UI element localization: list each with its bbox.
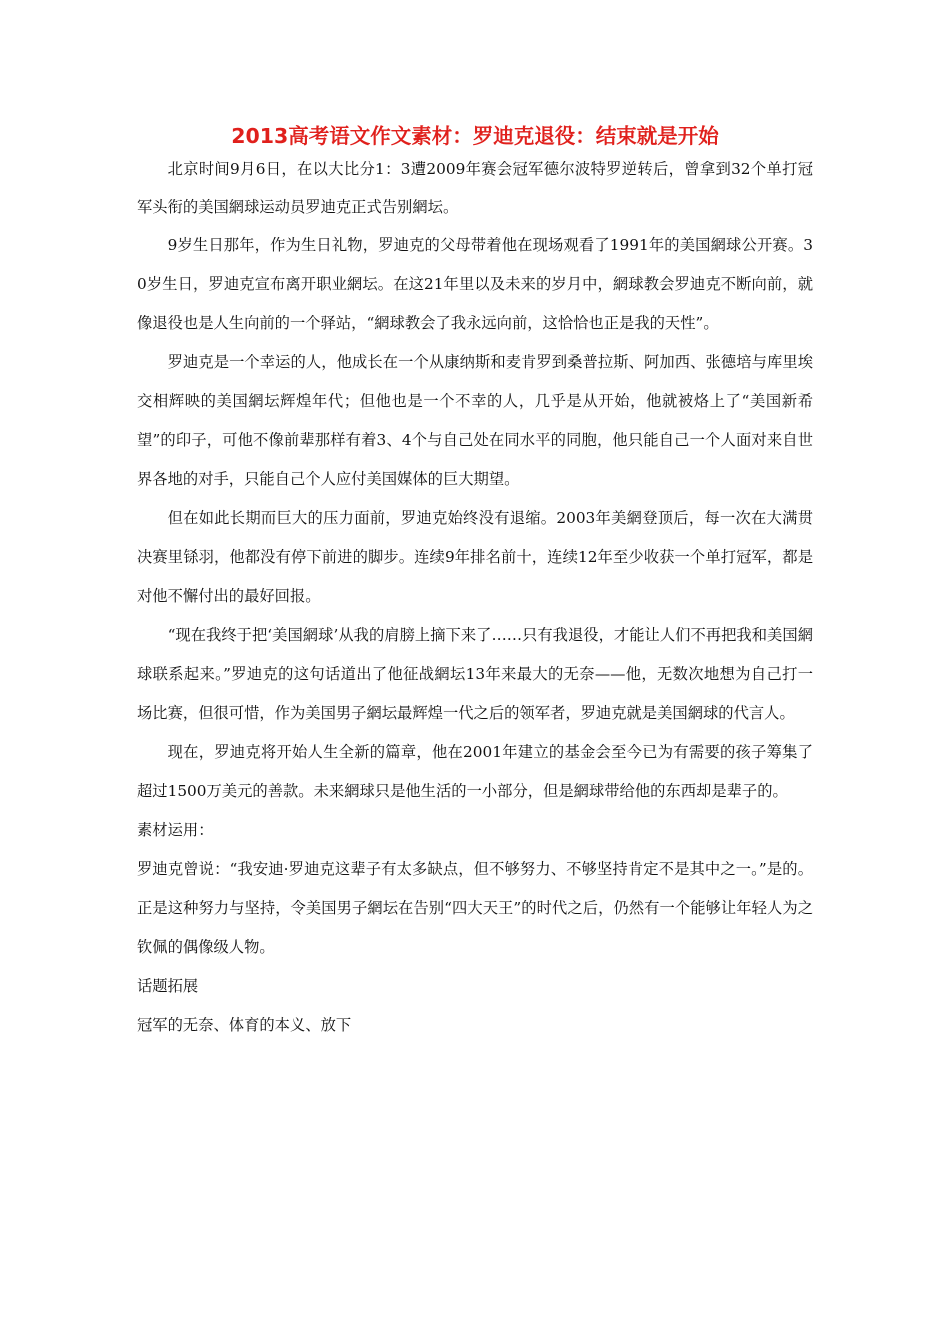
topic-text: 冠军的无奈、体育的本义、放下 xyxy=(137,1016,352,1034)
paragraph-6: 现在，罗迪克将开始人生全新的篇章，他在2001年建立的基金会至今已为有需要的孩子筹集了超过1500万美元的善款。未来網球只是他生活的一小部分，但是網球带给他的东西却是辈子的。 xyxy=(137,743,813,800)
document-title: 2013高考语文作文素材：罗迪克退役：结束就是开始 xyxy=(231,124,719,148)
paragraph-4: 但在如此长期而巨大的压力面前，罗迪克始终没有退缩。2003年美網登顶后，每一次在大满贯决赛里铩羽，他都没有停下前进的脚步。连续9年排名前十，连续12年至少收获一个单打冠军，都是对他不懈付出的最好回报。 xyxy=(137,509,813,605)
usage-text: 罗迪克曾说：“我安迪·罗迪克这辈子有太多缺点，但不够努力、不够坚持肯定不是其中之一。”是的。正是这种努力与坚持，令美国男子網坛在告别“四大天王”的时代之后，仍然有一个能够让年轻人为之钦佩的偶像级人物。 xyxy=(137,860,813,956)
paragraph-5: “现在我终于把‘美国網球’从我的肩膀上摘下来了……只有我退役，才能让人们不再把我和美国網球联系起来。”罗迪克的这句话道出了他征战網坛13年来最大的无奈——他，无数次地想为自己打一场比赛，但很可惜，作为美国男子網坛最辉煌一代之后的领军者，罗迪克就是美国網球的代言人。 xyxy=(137,626,813,722)
paragraph-3: 罗迪克是一个幸运的人，他成长在一个从康纳斯和麦肯罗到桑普拉斯、阿加西、张德培与库里埃交相辉映的美国網坛辉煌年代；但他也是一个不幸的人，几乎是从开始，他就被烙上了“美国新希望”的印子，可他不像前辈那样有着3、4个与自己处在同水平的同胞，他只能自己一个人面对来自世界各地的对手，只能自己个人应付美国媒体的巨大期望。 xyxy=(137,353,813,488)
usage-heading: 素材运用： xyxy=(137,821,214,839)
document-body xyxy=(137,150,813,1045)
topic-heading: 话题拓展 xyxy=(137,977,199,995)
paragraph-1: 北京时间9月6日，在以大比分1：3遭2009年赛会冠军德尔波特罗逆转后，曾拿到32个单打冠军头衔的美国網球运动员罗迪克正式告别網坛。 xyxy=(137,160,813,216)
paragraph-2: 9岁生日那年，作为生日礼物，罗迪克的父母带着他在现场观看了1991年的美国網球公开赛。30岁生日，罗迪克宣布离开职业網坛。在这21年里以及未来的岁月中，網球教会罗迪克不断向前，就像退役也是人生向前的一个驿站，“網球教会了我永远向前，这恰恰也正是我的天性”。 xyxy=(137,236,813,332)
